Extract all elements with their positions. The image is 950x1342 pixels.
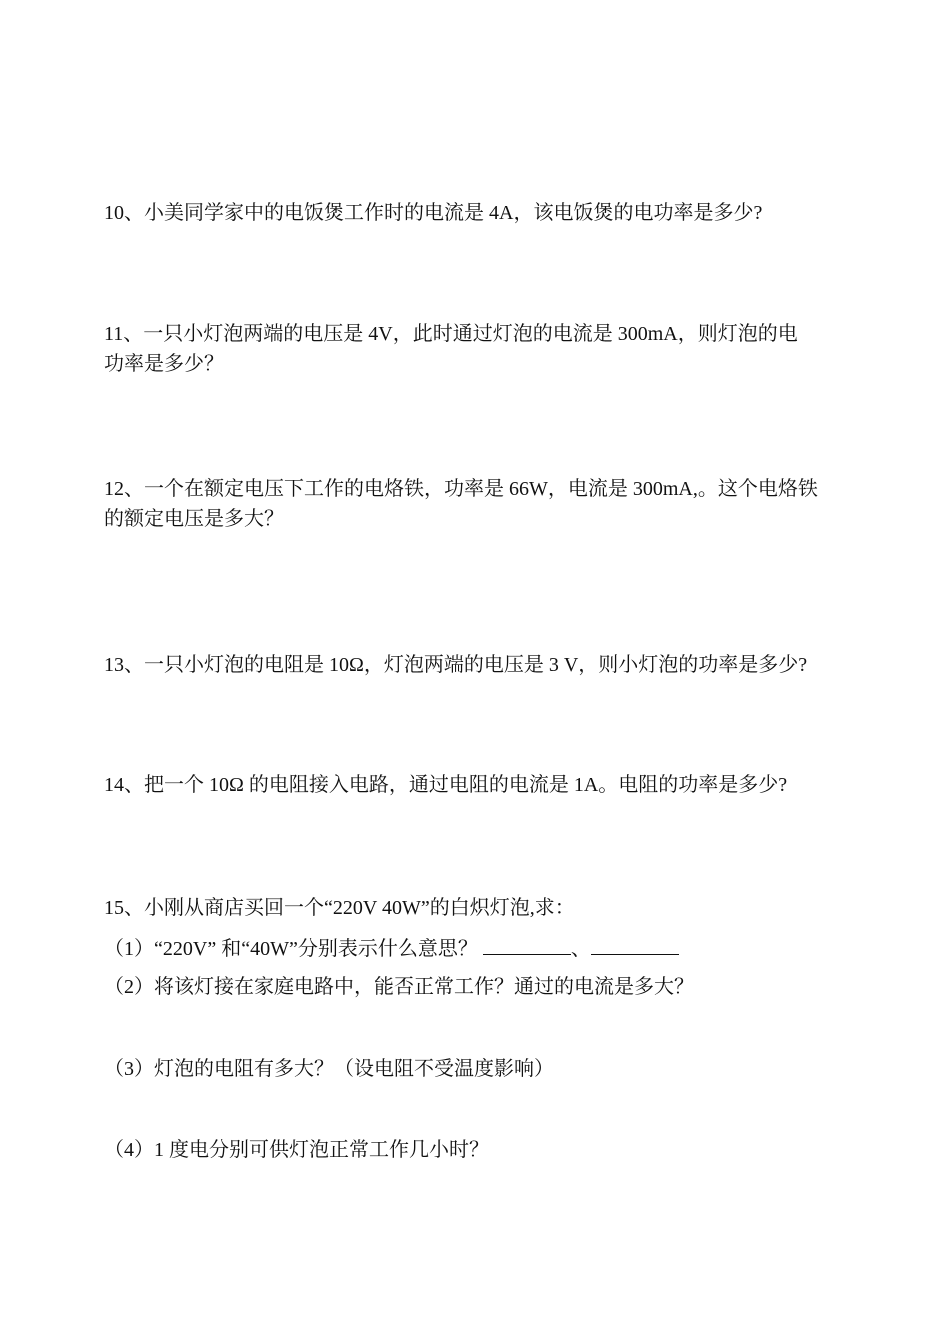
- question-15-part-2: [104, 972, 694, 1002]
- question-15-part-1-text: （1）“220V” 和“40W”分别表示什么意思？: [104, 938, 478, 960]
- question-14-text: 14、把一个 10Ω 的电阻接入电路，通过电阻的电流是 1A。电阻的功率是多少?: [104, 774, 788, 796]
- answer-blank-2[interactable]: [591, 934, 679, 955]
- question-14: [104, 770, 787, 800]
- question-11-line-2: [104, 349, 224, 379]
- question-15: [104, 893, 575, 923]
- question-12-text-1: 12、一个在额定电压下工作的电烙铁，功率是 66W，电流是 300mA,。这个电烙铁: [104, 478, 818, 500]
- question-15-part-1: [104, 934, 679, 964]
- question-12-line-1: [104, 474, 818, 504]
- question-12-text-2: 的额定电压是多大？: [104, 508, 284, 530]
- question-10-text: 10、小美同学家中的电饭煲工作时的电流是 4A，该电饭煲的电功率是多少?: [104, 202, 763, 224]
- answer-blank-1[interactable]: [483, 934, 571, 955]
- question-13: [104, 650, 807, 680]
- question-15-part-3: [104, 1054, 554, 1084]
- question-11-text-2: 功率是多少？: [104, 353, 224, 375]
- question-15-text: 15、小刚从商店买回一个“220V 40W”的白炽灯泡,求：: [104, 897, 575, 919]
- question-15-part-4: [104, 1135, 489, 1165]
- question-11-line-1: [104, 319, 798, 349]
- question-13-text: 13、一只小灯泡的电阻是 10Ω，灯泡两端的电压是 3 V，则小灯泡的功率是多少?: [104, 654, 808, 676]
- answer-separator: 、: [570, 938, 591, 960]
- question-15-part-4-text: （4）1 度电分别可供灯泡正常工作几小时？: [104, 1139, 489, 1161]
- question-11-text-1: 11、一只小灯泡两端的电压是 4V，此时通过灯泡的电流是 300mA，则灯泡的电: [104, 323, 798, 345]
- question-10: [104, 198, 762, 228]
- question-12-line-2: [104, 504, 284, 534]
- question-15-part-2-text: （2）将该灯接在家庭电路中，能否正常工作？通过的电流是多大？: [104, 976, 694, 998]
- question-15-part-3-text: （3）灯泡的电阻有多大？（设电阻不受温度影响）: [104, 1058, 554, 1080]
